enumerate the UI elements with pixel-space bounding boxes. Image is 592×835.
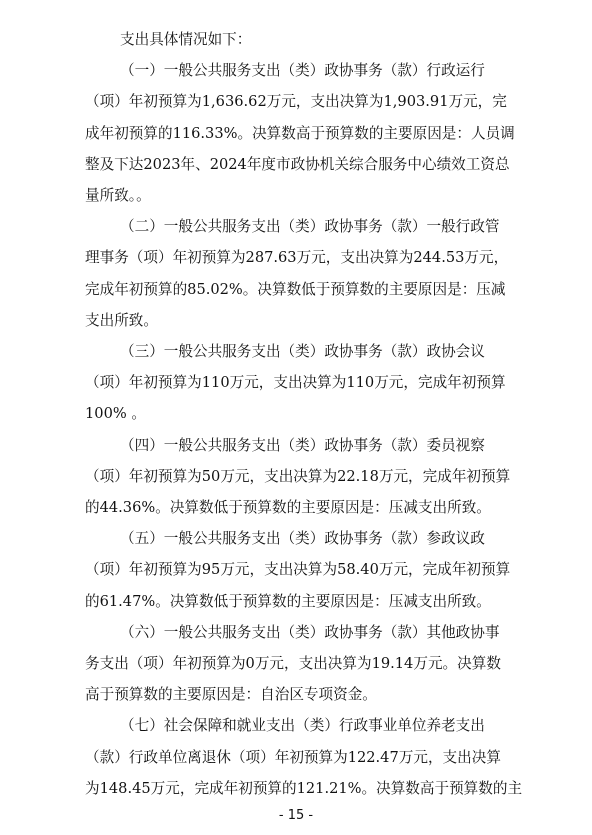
text-line: （七）社会保障和就业支出（类）行政事业单位养老支出: [120, 717, 485, 735]
text-line: （三）一般公共服务支出（类）政协事务（款）政协会议: [120, 343, 485, 360]
page-number: - 15 -: [278, 808, 314, 823]
text-line: （一）一般公共服务支出（类）政协事务（款）行政运行: [120, 62, 485, 80]
text-line: （六）一般公共服务支出（类）政协事务（款）其他政协事: [120, 623, 500, 641]
text-line: （项）年初预算为50万元，支出决算为22.18万元，完成年初预算: [85, 467, 511, 485]
text-line: （项）年初预算为95万元，支出决算为58.40万元，完成年初预算: [85, 561, 511, 579]
text-line: 理事务（项）年初预算为287.63万元，支出决算为244.53万元，: [85, 249, 509, 267]
text-line: 量所致。。: [85, 187, 151, 204]
text-line: 的44.36%。决算数低于预算数的主要原因是：压减支出所致。: [85, 499, 491, 516]
text-line: 高于预算数的主要原因是：自治区专项资金。: [85, 686, 377, 704]
text-line: （五）一般公共服务支出（类）政协事务（款）参政议政: [120, 530, 485, 548]
text-line: 100% 。: [85, 405, 146, 423]
text-line: 支出具体情况如下：: [120, 31, 252, 48]
text-line: （款）行政单位离退休（项）年初预算为122.47万元，支出决算: [85, 748, 501, 766]
text-line: 成年初预算的116.33%。决算数高于预算数的主要原因是：人员调: [85, 124, 515, 142]
text-line: 为148.45万元，完成年初预算的121.21%。决算数高于预算数的主: [85, 779, 523, 797]
text-line: （项）年初预算为1,636.62万元，支出决算为1,903.91万元，完: [85, 93, 507, 111]
text-line: 支出所致。: [85, 311, 158, 329]
text-line: 的61.47%。决算数低于预算数的主要原因是：压减支出所致。: [85, 592, 491, 610]
text-line: 务支出（项）年初预算为0万元，支出决算为19.14万元。决算数: [85, 655, 501, 672]
text-line: （项）年初预算为110万元，支出决算为110万元，完成年初预算: [85, 374, 506, 392]
text-line: （四）一般公共服务支出（类）政协事务（款）委员视察: [120, 436, 485, 454]
text-line: （二）一般公共服务支出（类）政协事务（款）一般行政管: [120, 218, 500, 236]
text-line: 完成年初预算的85.02%。决算数低于预算数的主要原因是：压减: [85, 280, 506, 298]
text-line: 整及下达2023年、2024年度市政协机关综合服务中心绩效工资总: [85, 155, 510, 173]
